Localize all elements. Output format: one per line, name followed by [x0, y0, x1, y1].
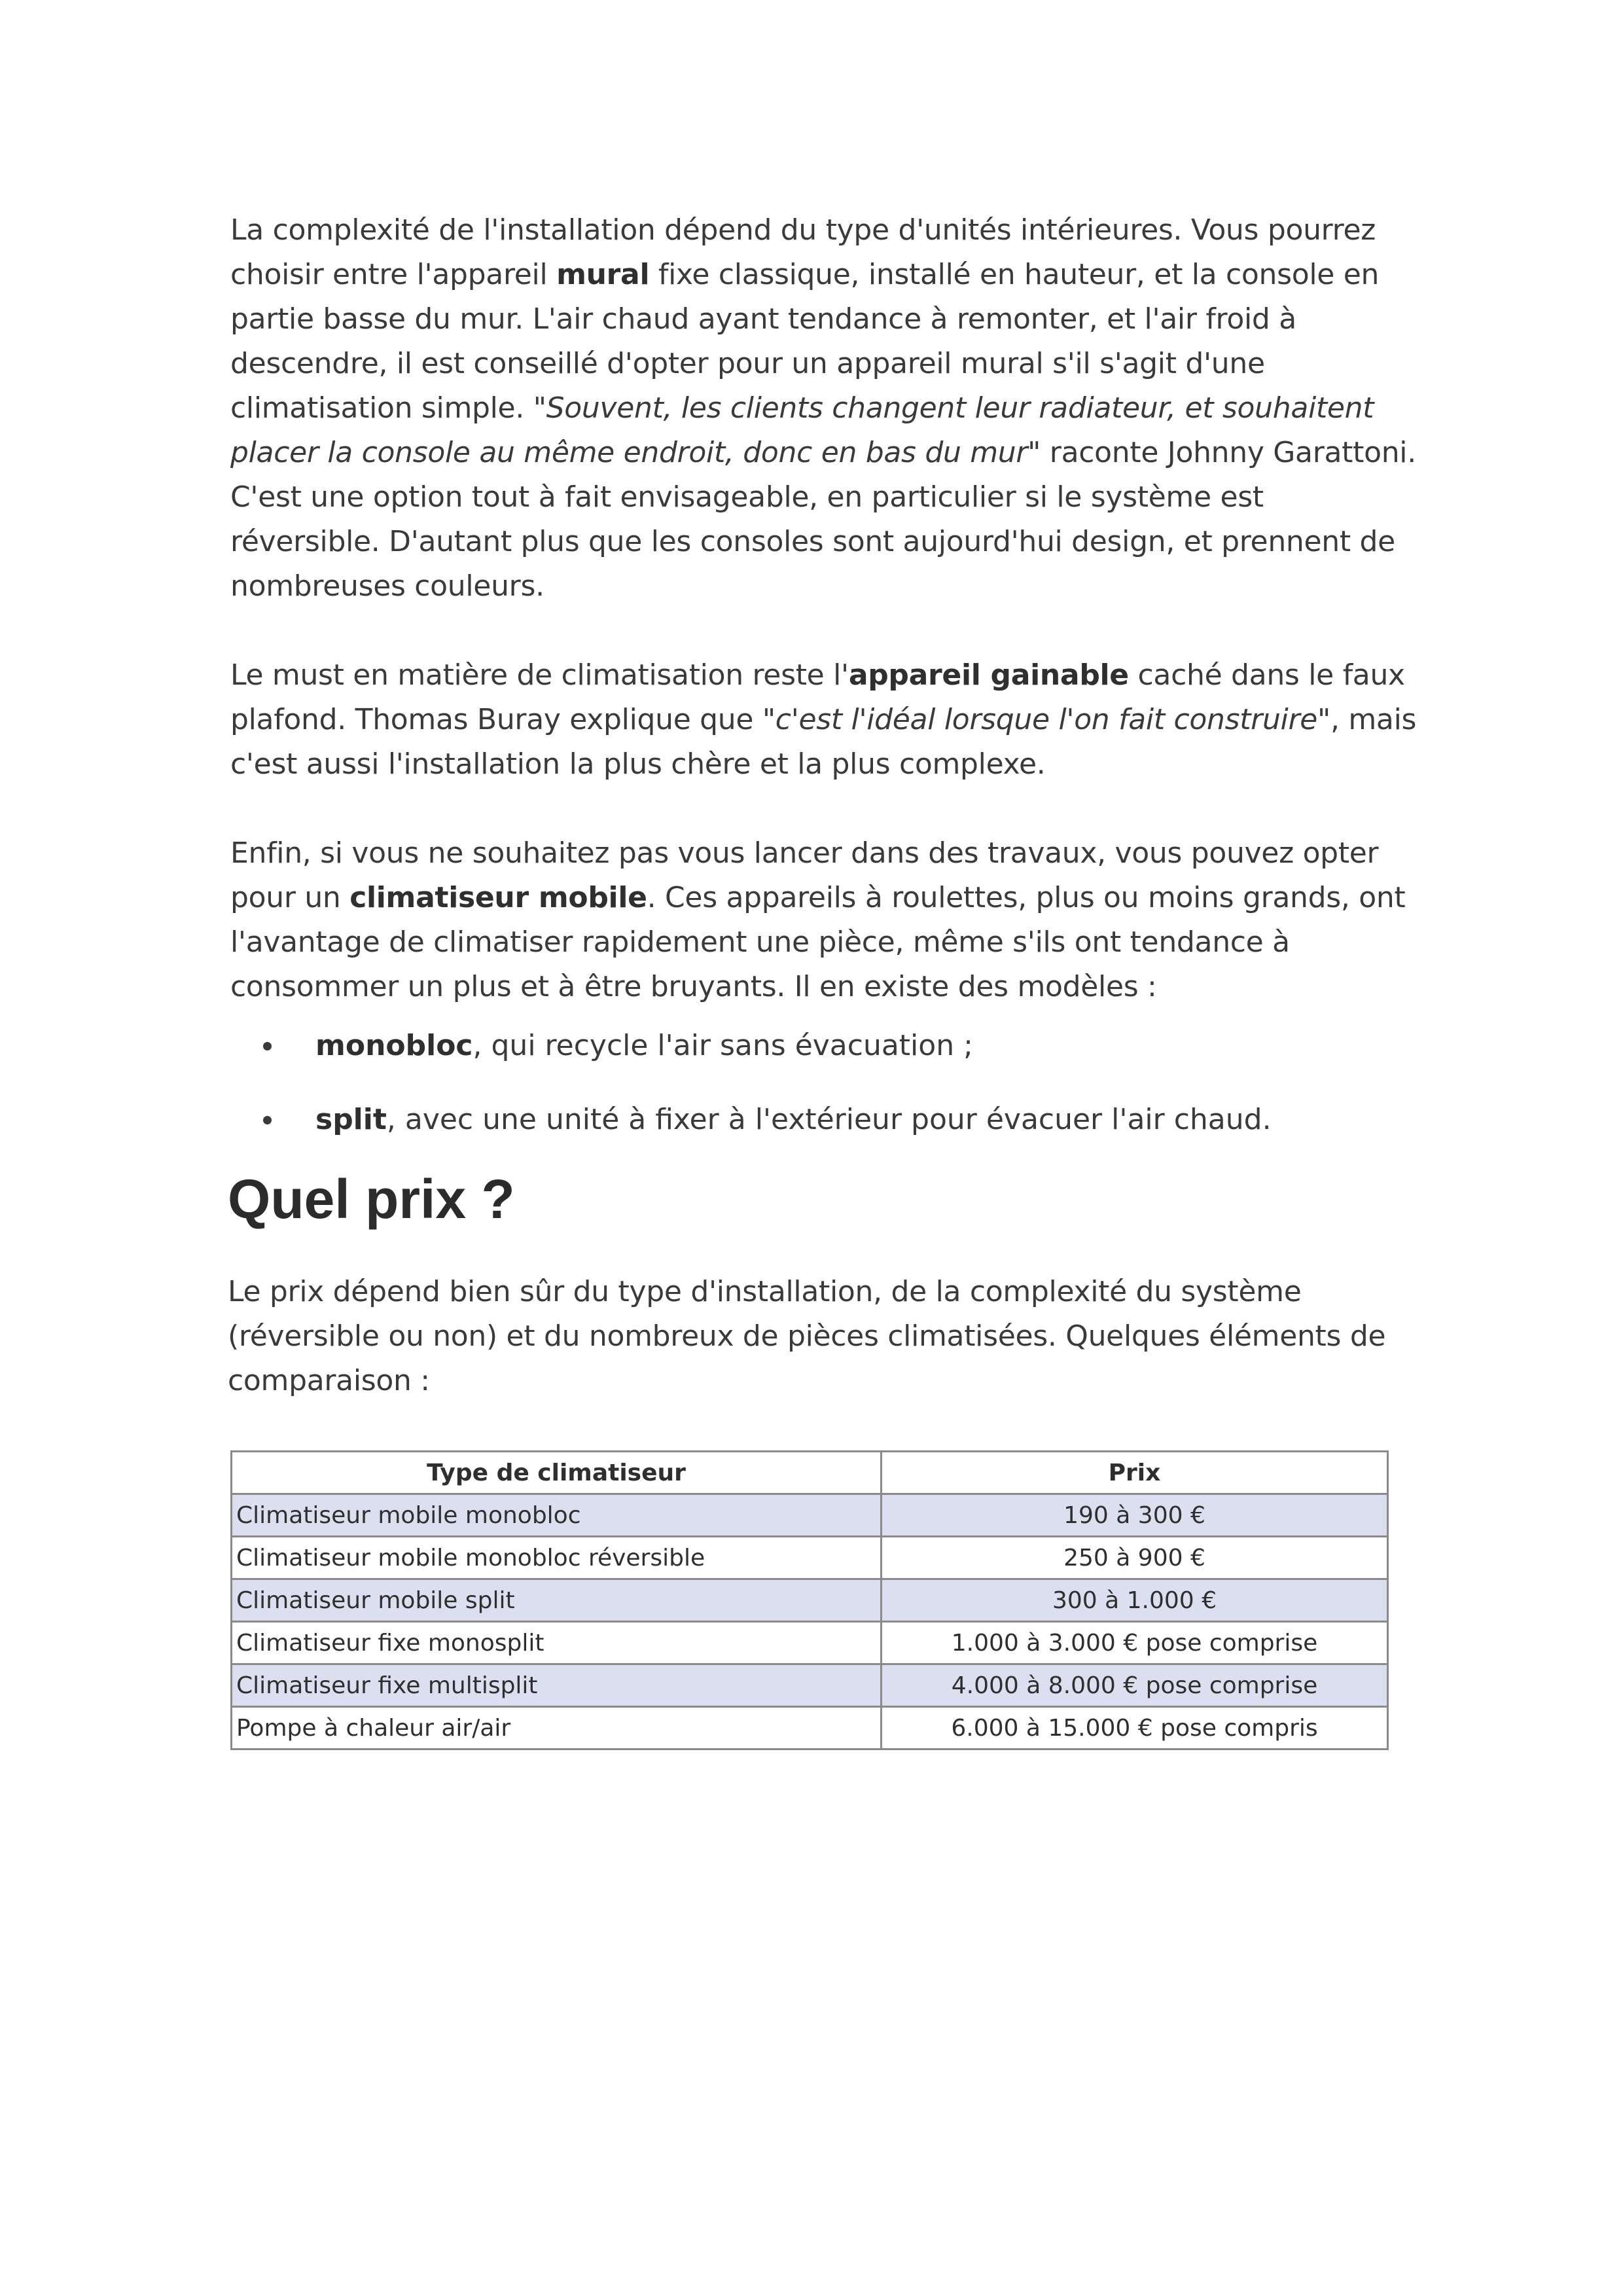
cell-type: Climatiseur mobile split [232, 1579, 882, 1622]
text-run: , mais c'est aussi l'installation la plus chère et la plus complexe. [230, 703, 1417, 781]
cell-price: 4.000 à 8.000 € pose comprise [882, 1664, 1388, 1707]
bullet-icon [263, 1116, 272, 1124]
models-list [230, 1024, 1421, 1142]
cell-type: Climatiseur mobile monobloc [232, 1494, 882, 1537]
section-heading: Quel prix ? [228, 1168, 515, 1230]
document-page [230, 208, 1421, 1750]
bullet-term: monobloc [315, 1029, 473, 1062]
price-table [230, 1450, 1389, 1750]
bullet-text: , avec une unité à fixer à l'extérieur pour évacuer l'air chaud. [386, 1103, 1272, 1136]
list-item [263, 1098, 1421, 1142]
bold-term-gainable: appareil gainable [848, 658, 1129, 692]
table-row [232, 1622, 1388, 1664]
text-run: La complexité de l'installation dépend du type d'unités intérieures. Vous pourrez choisir entre l'appareil [230, 213, 1376, 291]
cell-price: 6.000 à 15.000 € pose compris [882, 1707, 1388, 1749]
text-run: caché dans le faux plafond. Thomas Buray explique que [230, 658, 1405, 736]
list-item [263, 1024, 1421, 1068]
bold-term-mobile: climatiseur mobile [349, 881, 647, 914]
cell-type: Pompe à chaleur air/air [232, 1707, 882, 1749]
paragraph-price-intro: Le prix dépend bien sûr du type d'installation, de la complexité du système (réversible ou non) et du nombreux de pièces climatisées. Quelques éléments de comparaison : [228, 1275, 1386, 1397]
bullet-icon [263, 1042, 272, 1050]
column-header-type: Type de climatiseur [232, 1452, 882, 1494]
paragraph-wall-units [230, 208, 1421, 609]
cell-type: Climatiseur fixe monosplit [232, 1622, 882, 1664]
cell-price: 300 à 1.000 € [882, 1579, 1388, 1622]
text-run: Le must en matière de climatisation reste l' [230, 658, 849, 692]
bullet-term: split [315, 1103, 387, 1136]
cell-type: Climatiseur mobile monobloc réversible [232, 1537, 882, 1579]
text-run: raconte Johnny Garattoni. C'est une option tout à fait envisageable, en particulier si le système est réversible. D'autant plus que les consoles sont aujourd'hui design, et prennent de nombreuses couleurs. [230, 436, 1416, 603]
bold-term-mural: mural [556, 258, 650, 291]
paragraph-gainable [230, 653, 1421, 787]
table-row [232, 1707, 1388, 1749]
table-row [232, 1579, 1388, 1622]
text-run: . Ces appareils à roulettes, plus ou moins grands, ont l'avantage de climatiser rapidement une pièce, même s'ils ont tendance à consommer un plus et à être bruyants. Il en existe des modèles : [230, 881, 1406, 1003]
column-header-price: Prix [882, 1452, 1388, 1494]
table-row [232, 1664, 1388, 1707]
cell-price: 190 à 300 € [882, 1494, 1388, 1537]
paragraph-mobile [230, 831, 1421, 1009]
bullet-text: , qui recycle l'air sans évacuation ; [473, 1029, 973, 1062]
cell-price: 250 à 900 € [882, 1537, 1388, 1579]
text-run: fixe classique, installé en hauteur, et la console en partie basse du mur. L'air chaud ayant tendance à remonter, et l'air froid à descendre, il est conseillé d'opter pour un appareil mural s'il s'agit d'une climatisation simple. [230, 258, 1380, 425]
table-row [232, 1494, 1388, 1537]
cell-type: Climatiseur fixe multisplit [232, 1664, 882, 1707]
table-header-row [232, 1452, 1388, 1494]
quote-johnny-garattoni: "Souvent, les clients changent leur radiateur, et souhaitent placer la console au même endroit, donc en bas du mur" [230, 391, 1374, 469]
table-row [232, 1537, 1388, 1579]
text-run: Enfin, si vous ne souhaitez pas vous lancer dans des travaux, vous pouvez opter pour un [230, 836, 1379, 914]
quote-thomas-buray: "c'est l'idéal lorsque l'on fait construire" [762, 703, 1330, 736]
cell-price: 1.000 à 3.000 € pose comprise [882, 1622, 1388, 1664]
